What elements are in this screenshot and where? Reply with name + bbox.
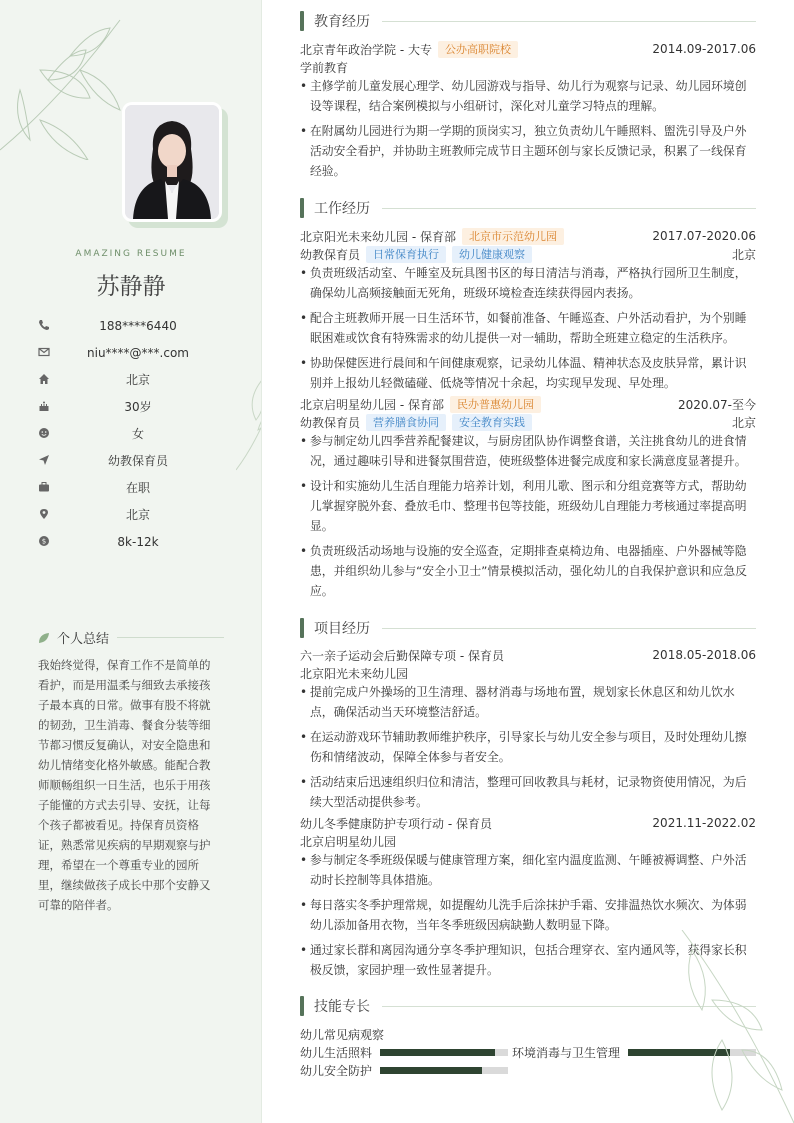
list-item: • 负责班级活动室、午睡室及玩具图书区的每日清洁与消毒，严格执行园所卫生制度，确保幼儿高频接触面无死角，班级环境检查连续获得园内表扬。: [300, 263, 756, 303]
skill-tag: 幼儿健康观察: [452, 246, 532, 263]
contact-info-list: [38, 312, 238, 555]
photo-frame: [122, 102, 222, 222]
list-item: • 主修学前儿童发展心理学、幼儿园游戏与指导、幼儿行为观察与记录、幼儿园环境创设等课程，结合案例模拟与小组研讨，深化对儿童学习特点的理解。: [300, 76, 756, 116]
education-head: [300, 40, 756, 58]
project-head: [300, 814, 756, 832]
project-org: 北京阳光未来幼儿园: [300, 666, 409, 681]
company-tag: 民办普惠幼儿园: [450, 396, 541, 413]
home-text: 北京: [125, 373, 150, 387]
svg-text:$: $: [41, 537, 47, 546]
project-date: 2018.05-2018.06: [652, 648, 756, 662]
skill-tag: 营养膳食协同: [366, 414, 446, 431]
job-company: 北京阳光未来幼儿园 - 保育部: [300, 229, 456, 244]
project-date: 2021.11-2022.02: [652, 816, 756, 830]
briefcase-icon: [38, 481, 50, 493]
job-head: [300, 395, 756, 413]
avatar: [122, 102, 222, 222]
list-item: • 每日落实冬季护理常规，如提醒幼儿洗手后涂抹护手霜、安排温热饮水频次、为体弱幼儿添加备用衣物，当年冬季班级因病缺勤人数明显下降。: [300, 895, 756, 935]
sidebar: [0, 0, 262, 1123]
project-org-line: [300, 664, 756, 682]
info-age: [38, 393, 238, 420]
skill-level-fill: [380, 1049, 495, 1056]
summary-text: 我始终觉得，保育工作不是简单的看护，而是用温柔与细致去承接孩子最本真的日常。做事有股不将就的韧劲，卫生消毒、餐食分装等细节都习惯反复确认，对安全隐患和幼儿情绪变化格外敏感。能配合教师顺畅组织一日生活，也乐于用孩子能懂的方式去引导、安抚，让每个孩子都被看见。持保育员资格证，熟悉常见疾病的早期观察与护理，希望在一个尊重专业的园所里，继续做孩子成长中那个安静又可靠的陪伴者。: [38, 658, 211, 912]
position-text: 幼教保育员: [107, 454, 168, 468]
job-head: [300, 227, 756, 245]
list-item: • 协助保健医进行晨间和午间健康观察，记录幼儿体温、精神状态及皮肤异常，累计识别并上报幼儿轻微磕碰、低烧等情况十余起，均实现早发现、早处理。: [300, 353, 756, 393]
salary-text: 8k-12k: [117, 534, 159, 549]
status-text: 在职: [125, 481, 150, 495]
projects-heading: [300, 618, 756, 638]
company-tag: 北京市示范幼儿园: [462, 228, 564, 245]
skill-name: 幼儿安全防护: [300, 1063, 373, 1078]
project-org: 北京启明星幼儿园: [300, 834, 397, 849]
info-email: [38, 339, 238, 366]
job-date: 2020.07-至今: [678, 397, 756, 412]
education-date: 2014.09-2017.06: [652, 42, 756, 56]
education-title: 教育经历: [314, 14, 370, 30]
school-tag: 公办高职院校: [438, 41, 518, 58]
list-item: • 在附属幼儿园进行为期一学期的顶岗实习，独立负责幼儿午睡照料、盥洗引导及户外活动安全看护，并协助主班教师完成节日主题环创与家长反馈记录，积累了一线保育经验。: [300, 121, 756, 181]
salary-icon: [38, 535, 50, 547]
info-position: [38, 447, 238, 474]
skill-name: 环境消毒与卫生管理: [512, 1045, 621, 1060]
education-bullets: [300, 76, 756, 186]
skill-tag: 日常保育执行: [366, 246, 446, 263]
candidate-name: 苏静静: [96, 274, 166, 300]
location-pin-icon: [38, 508, 50, 520]
list-item: • 在运动游戏环节辅助教师维护秩序，引导家长与幼儿安全参与项目，及时处理幼儿擦伤和情绪波动，保障全体参与者安全。: [300, 727, 756, 767]
home-icon: [38, 373, 50, 385]
skill-name: 幼儿生活照料: [300, 1045, 373, 1060]
age-text: 30岁: [124, 400, 152, 414]
project-bullets: [300, 682, 756, 817]
info-city: [38, 501, 238, 528]
job-bullets: [300, 263, 756, 398]
info-home: [38, 366, 238, 393]
project-org-line: [300, 832, 756, 850]
info-gender: [38, 420, 238, 447]
project-head: [300, 646, 756, 664]
leaf-decoration-icon: [662, 930, 794, 1123]
list-item: • 配合主班教师开展一日生活环节，如餐前准备、午睡巡查、户外活动看护，为个别睡眠困难或饮食有特殊需求的幼儿提供一对一辅助，帮助全班建立稳定的生活秩序。: [300, 308, 756, 348]
job-role-line: [300, 245, 756, 263]
job-city: 北京: [731, 247, 756, 262]
job-role: 幼教保育员: [300, 247, 361, 262]
job-city: 北京: [731, 415, 756, 430]
list-item: • 参与制定幼儿四季营养配餐建议，与厨房团队协作调整食谱，关注挑食幼儿的进食情况，通过趣味引导和进餐氛围营造，使班级整体进餐完成度和家长满意度显著提升。: [300, 431, 756, 471]
project-name: 幼儿冬季健康防护专项行动 - 保育员: [300, 816, 492, 831]
work-title: 工作经历: [314, 201, 370, 217]
skill-item: [300, 1043, 508, 1061]
list-item: • 参与制定冬季班级保暖与健康管理方案，细化室内温度监测、午睡被褥调整、户外活动时长控制等具体措施。: [300, 850, 756, 890]
list-item: • 活动结束后迅速组织归位和清洁，整理可回收教具与耗材，记录物资使用情况，为后续大型活动提供参考。: [300, 772, 756, 812]
leaf-decoration-icon: [236, 360, 262, 480]
job-date: 2017.07-2020.06: [652, 229, 756, 243]
skill-level-bar: [380, 1067, 508, 1074]
summary-title: 个人总结: [57, 632, 110, 647]
phone-icon: [38, 319, 50, 331]
info-salary: [38, 528, 238, 555]
list-item: • 提前完成户外操场的卫生清理、器材消毒与场地布置，规划家长休息区和幼儿饮水点，确保活动当天环境整洁舒适。: [300, 682, 756, 722]
job-bullets: [300, 431, 756, 606]
list-item: • 设计和实施幼儿生活自理能力培养计划，利用儿歌、图示和分组竞赛等方式，帮助幼儿掌握穿脱外套、叠放毛巾、整理书包等技能，班级幼儿自理能力考核通过率提高明显。: [300, 476, 756, 536]
send-icon: [38, 454, 50, 466]
skill-level-fill: [380, 1067, 482, 1074]
education-major-line: [300, 58, 756, 76]
job-role: 幼教保育员: [300, 415, 361, 430]
info-status: [38, 474, 238, 501]
job-company: 北京启明星幼儿园 - 保育部: [300, 397, 444, 412]
education-heading: [300, 11, 756, 31]
skill-name: 幼儿常见病观察: [300, 1027, 385, 1042]
phone-text: 188****6440: [99, 318, 177, 333]
skill-item: [300, 1025, 384, 1043]
education-major: 学前教育: [300, 60, 349, 75]
email-text: niu****@***.com: [87, 345, 189, 360]
job-role-line: [300, 413, 756, 431]
skills-title: 技能专长: [314, 999, 370, 1015]
skill-tag: 安全教育实践: [452, 414, 532, 431]
skill-item: [300, 1061, 508, 1079]
skill-level-bar: [380, 1049, 508, 1056]
info-phone: [38, 312, 238, 339]
cake-icon: [38, 400, 50, 412]
main-content: [262, 0, 794, 1123]
gender-icon: [38, 427, 50, 439]
project-name: 六一亲子运动会后勤保障专项 - 保育员: [300, 648, 504, 663]
work-heading: [300, 198, 756, 218]
brand-label: AMAZING RESUME: [75, 249, 187, 259]
leaf-icon: [38, 632, 50, 644]
school-name: 北京青年政治学院 - 大专: [300, 42, 432, 57]
email-icon: [38, 346, 50, 358]
city-text: 北京: [125, 508, 150, 522]
gender-text: 女: [131, 427, 144, 441]
projects-title: 项目经历: [314, 621, 370, 637]
summary-heading: [38, 628, 224, 647]
list-item: • 负责班级活动场地与设施的安全巡查，定期排查桌椅边角、电器插座、户外器械等隐患，并组织幼儿参与“安全小卫士”情景模拟活动，强化幼儿的自我保护意识和应急反应。: [300, 541, 756, 601]
list-item: • 通过家长群和离园沟通分享冬季护理知识，包括合理穿衣、室内通风等，获得家长积极反馈，家园护理一致性显著提升。: [300, 940, 756, 980]
